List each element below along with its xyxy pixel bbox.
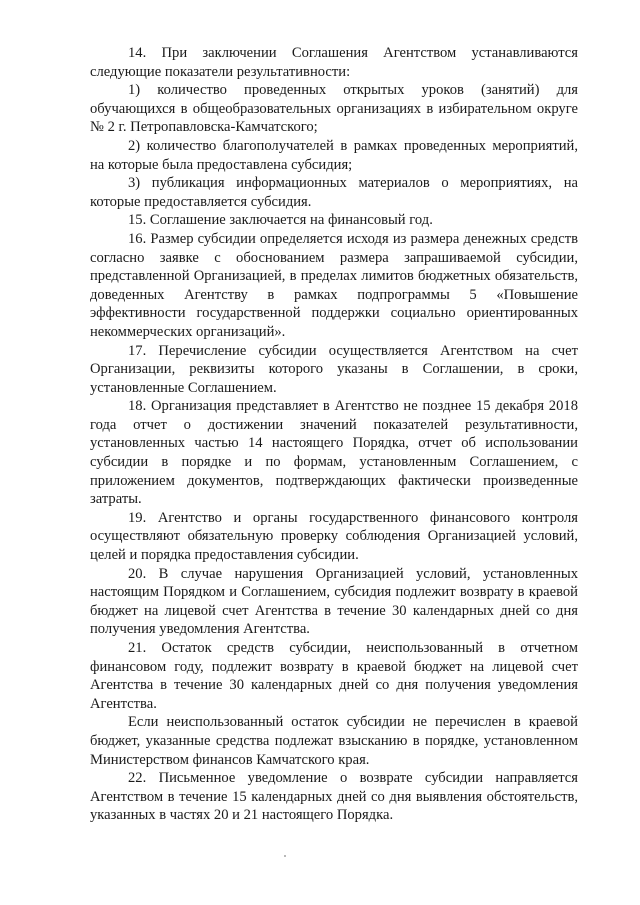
paragraph-14: 14. При заключении Соглашения Агентством устанавливаются следующие показатели результативности: xyxy=(90,45,578,80)
list-item-3: 3) публикация информационных материалов о мероприятиях, на которые предоставляется субсидия. xyxy=(90,175,578,210)
scan-speck xyxy=(284,855,286,857)
list-item-1: 1) количество проведенных открытых уроков (занятий) для обучающихся в общеобразовательных организациях в избирательном округе № 2 г. Петропавловска-Камчатского; xyxy=(90,82,578,136)
paragraph-21: 21. Остаток средств субсидии, неиспользованный в отчетном финансовом году, подлежит возврату в краевой бюджет на лицевой счет Агентства в течение 30 календарных дней со дня получения уведомления Агентства. xyxy=(90,640,578,712)
document-body xyxy=(90,44,578,825)
paragraph-15: 15. Соглашение заключается на финансовый год. xyxy=(128,212,433,229)
paragraph-19: 19. Агентство и органы государственного финансового контроля осуществляют обязательную проверку соблюдения Организацией условий, целей и порядка предоставления субсидии. xyxy=(90,509,578,564)
paragraph-21-continuation: Если неиспользованный остаток субсидии не перечислен в краевой бюджет, указанные средства подлежат взысканию в порядке, установленном Министерством финансов Камчатского края. xyxy=(90,714,578,768)
paragraph-16: 16. Размер субсидии определяется исходя из размера денежных средств согласно заявке с обоснованием размера запрашиваемой субсидии, представленной Организацией, в пределах лимитов бюджетных обязательств, доведенных Агентству в рамках подпрограммы 5 «Повышение эффективности государственной поддержки социально ориентированных некоммерческих организаций». xyxy=(90,230,578,340)
paragraph-22: 22. Письменное уведомление о возврате субсидии направляется Агентством в течение 15 календарных дней со дня выявления обстоятельств, указанных в частях 20 и 21 настоящего Порядка. xyxy=(90,770,578,824)
paragraph-20: 20. В случае нарушения Организацией условий, установленных настоящим Порядком и Соглашением, субсидия подлежит возврату в краевой бюджет на лицевой счет Агентства в течение 30 календарных дней со дня получения уведомления Агентства. xyxy=(90,565,578,638)
paragraph-18: 18. Организация представляет в Агентство не позднее 15 декабря 2018 года отчет о достижении значений показателей результативности, установленных частью 14 настоящего Порядка, отчет об использовании субсидии в порядке и по формам, установленным Соглашением, с приложением документов, подтверждающих фактически произведенные затраты. xyxy=(90,398,578,508)
paragraph-17: 17. Перечисление субсидии осуществляется Агентством на счет Организации, реквизиты которого указаны в Соглашении, в сроки, установленные Соглашением. xyxy=(90,342,578,396)
list-item-2: 2) количество благополучателей в рамках проведенных мероприятий, на которые была предоставлена субсидия; xyxy=(90,137,578,173)
